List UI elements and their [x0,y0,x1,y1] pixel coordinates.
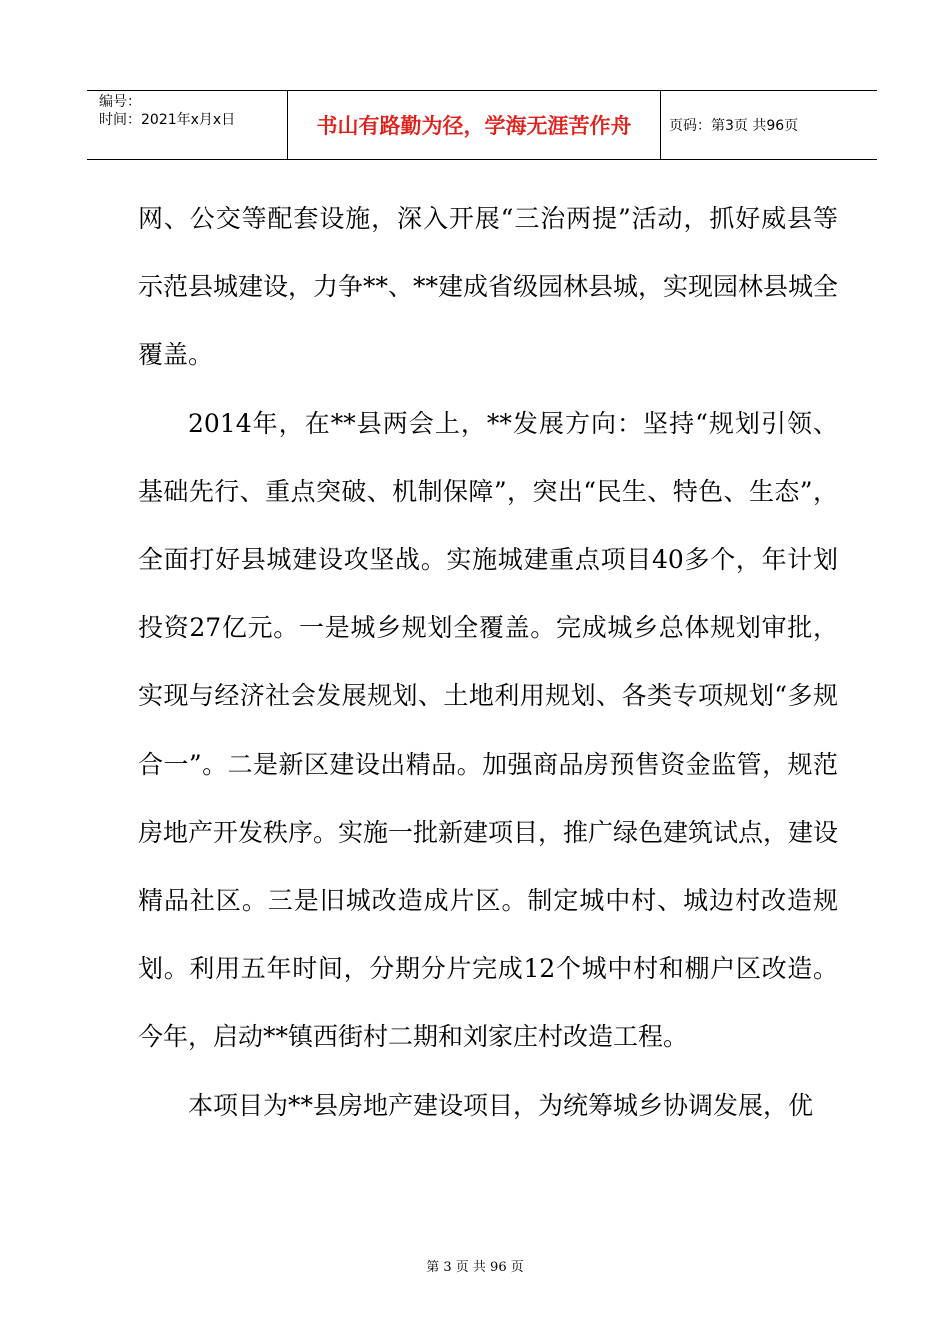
paragraph-2: 2014年，在**县两会上，**发展方向：坚持“规划引领、基础先行、重点突破、机制保障”，突出“民生、特色、生态”，全面打好县城建设攻坚战。实施城建重点项目40多个，年计划投资27亿元。一是城乡规划全覆盖。完成城乡总体规划审批，实现与经济社会发展规划、土地利用规划、各类专项规划“多规合一”。二是新区建设出精品。加强商品房预售资金监管，规范房地产开发秩序。实施一批新建项目，推广绿色建筑试点，建设精品社区。三是旧城改造成片区。制定城中村、城边村改造规划。利用五年时间，分期分片完成12个城中村和棚户区改造。今年，启动**镇西街村二期和刘家庄村改造工程。 [138,408,839,1052]
document-number: 编号： [99,94,141,110]
document-body [138,185,838,1140]
paragraph-1: 网、公交等配套设施，深入开展“三治两提”活动，抓好威县等示范县城建设，力争**、**建成省级园林县城，实现园林县城全覆盖。 [138,204,839,370]
header-page-info: 页码：第3页 共96页 [669,118,799,134]
paragraph-3: 本项目为**县房地产建设项目，为统筹城乡协调发展，优 [188,1090,814,1120]
header-meta [87,91,288,159]
document-date: 时间：2021年x月x日 [99,112,236,128]
page-header [87,90,877,160]
header-motto: 书山有路勤为径，学海无涯苦作舟 [288,91,661,159]
page-footer: 第 3 页 共 96 页 [426,1260,524,1275]
